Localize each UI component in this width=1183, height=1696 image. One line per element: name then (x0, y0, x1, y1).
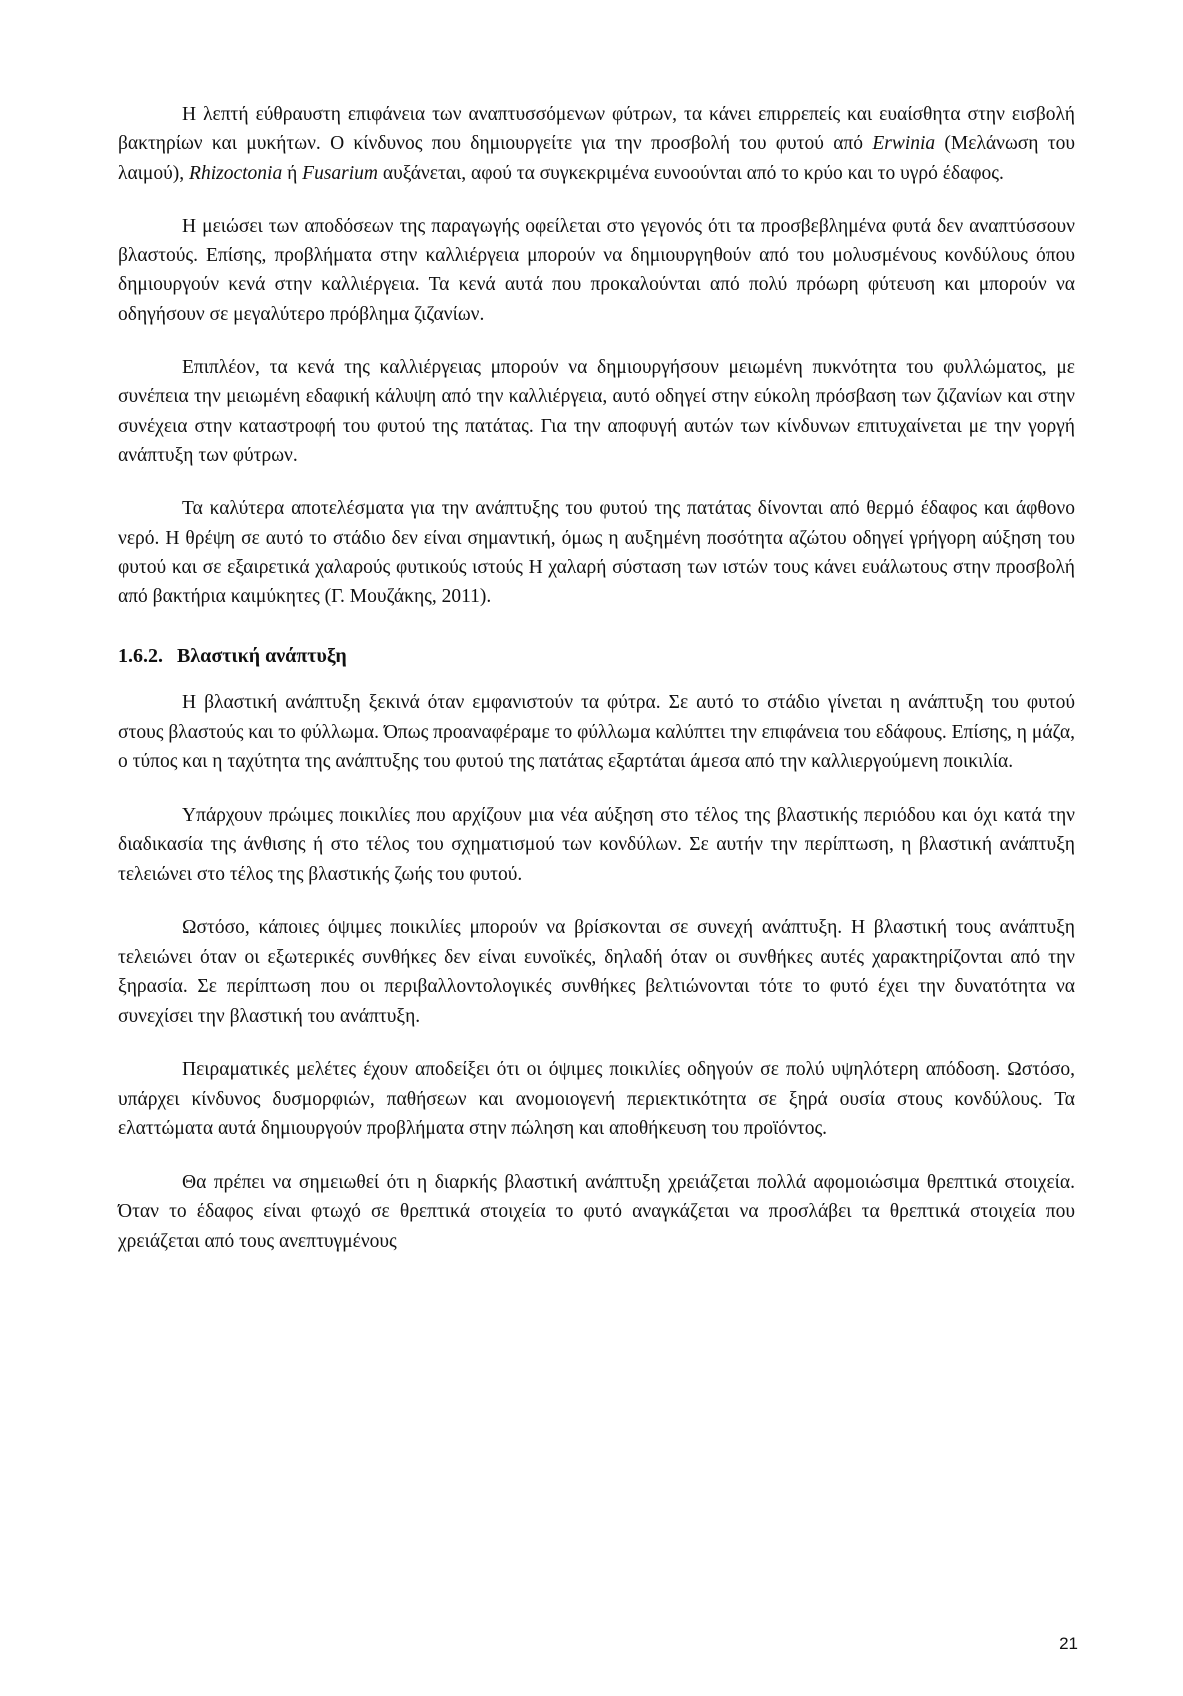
rhizoctonia-term: Rhizoctonia (189, 162, 283, 184)
document-page (118, 100, 1075, 1280)
section-title: Βλαστική ανάπτυξη (177, 645, 347, 668)
paragraph-8: Πειραματικές μελέτες έχουν αποδείξει ότι οι όψιμες ποικιλίες οδηγούν σε πολύ υψηλότερη απόδοση. Ωστόσο, υπάρχει κίνδυνος δυσμορφιών, παθήσεων και ανομοιογενή περιεκτικότητα σε ξηρά ουσία στους κονδύλους. Τα ελαττώματα αυτά δημιουργούν προβλήματα στην πώληση και αποθήκευση του προϊόντος. (118, 1059, 1075, 1140)
paragraph-9: Θα πρέπει να σημειωθεί ότι η διαρκής βλαστική ανάπτυξη χρειάζεται πολλά αφομοιώσιμα θρεπτικά στοιχεία. Όταν το έδαφος είναι φτωχό σε θρεπτικά στοιχεία το φυτό αναγκάζεται να προσλάβει τα θρεπτικά στοιχεία που χρειάζεται από τους ανεπτυγμένους (118, 1171, 1075, 1252)
paragraph-2: Η μειώσει των αποδόσεων της παραγωγής οφείλεται στο γεγονός ότι τα προσβεβλημένα φυτά δεν αναπτύσσουν βλαστούς. Επίσης, προβλήματα στην καλλιέργεια μπορούν να δημιουργηθούν από του μολυσμένους κονδύλους όπου δημιουργούν κενά στην καλλιέργεια. Τα κενά αυτά που προκαλούνται από πολύ πρόωρη φύτευση και μπορούν να οδηγήσουν σε μεγαλύτερο πρόβλημα ζιζανίων. (118, 215, 1075, 325)
paragraph-1-text-c: ή (282, 162, 303, 184)
page-number: 21 (1059, 1634, 1078, 1653)
paragraph-5: Η βλαστική ανάπτυξη ξεκινά όταν εμφανιστούν τα φύτρα. Σε αυτό το στάδιο γίνεται η ανάπτυξη του φυτού στους βλαστούς και το φύλλωμα. Όπως προαναφέραμε το φύλλωμα καλύπτει την επιφάνεια του εδάφους. Επίσης, η μάζα, ο τύπος και η ταχύτητα της ανάπτυξης του φυτού της πατάτας εξαρτάται άμεσα από την καλλιεργούμενη ποικιλία. (118, 692, 1075, 773)
paragraph-1-text-b: (Μελάνωση του λαιμού), (118, 133, 1076, 184)
fusarium-term: Fusarium (302, 162, 378, 184)
erwinia-term: Erwinia (872, 133, 936, 155)
paragraph-7: Ωστόσο, κάποιες όψιμες ποικιλίες μπορούν να βρίσκονται σε συνεχή ανάπτυξη. Η βλαστική τους ανάπτυξη τελειώνει όταν οι εξωτερικές συνθήκες δεν είναι ευνοϊκές, δηλαδή όταν οι συνθήκες αυτές χαρακτηρίζονται από την ξηρασία. Σε περίπτωση που οι περιβαλλοντολογικές συνθήκες βελτιώνονται τότε το φυτό έχει την δυνατότητα να συνεχίσει την βλαστική του ανάπτυξη. (118, 917, 1075, 1027)
section-number: 1.6.2. (118, 645, 163, 668)
section-heading (118, 645, 1075, 668)
paragraph-4: Τα καλύτερα αποτελέσματα για την ανάπτυξης του φυτού της πατάτας δίνονται από θερμό έδαφος και άφθονο νερό. Η θρέψη σε αυτό το στάδιο δεν είναι σημαντική, όμως η αυξημένη ποσότητα αζώτου οδηγεί γρήγορη αύξηση του φυτού και σε εξαιρετικά χαλαρούς φυτικούς ιστούς Η χαλαρή σύσταση των ιστών τους κάνει ευάλωτους στην προσβολή από βακτήρια καιμύκητες (Γ. Μουζάκης, 2011). (118, 498, 1075, 608)
paragraph-1-text-a: Η λεπτή εύθραυστη επιφάνεια των αναπτυσσόμενων φύτρων, τα κάνει επιρρεπείς και ευαίσθητα στην εισβολή βακτηρίων και μυκήτων. Ο κίνδυνος που δημιουργείτε για την προσβολή του φυτού από (118, 104, 1075, 155)
paragraph-1 (118, 100, 1075, 188)
paragraph-3: Επιπλέον, τα κενά της καλλιέργειας μπορούν να δημιουργήσουν μειωμένη πυκνότητα του φυλλώματος, με συνέπεια την μειωμένη εδαφική κάλυψη από την καλλιέργεια, αυτό οδηγεί στην εύκολη πρόσβαση των ζιζανίων και στην συνέχεια στην καταστροφή του φυτού της πατάτας. Για την αποφυγή αυτών των κίνδυνων επιτυχαίνεται με την γοργή ανάπτυξη των φύτρων. (118, 357, 1075, 466)
paragraph-6: Υπάρχουν πρώιμες ποικιλίες που αρχίζουν μια νέα αύξηση στο τέλος της βλαστικής περιόδου και όχι κατά την διαδικασία της άνθισης ή στο τέλος του σχηματισμού των κονδύλων. Σε αυτήν την περίπτωση, η βλαστική ανάπτυξη τελειώνει στο τέλος της βλαστικής ζωής του φυτού. (118, 804, 1075, 885)
paragraph-1-text-d: αυξάνεται, αφού τα συγκεκριμένα ευνοούνται από το κρύο και το υγρό έδαφος. (378, 162, 1004, 184)
